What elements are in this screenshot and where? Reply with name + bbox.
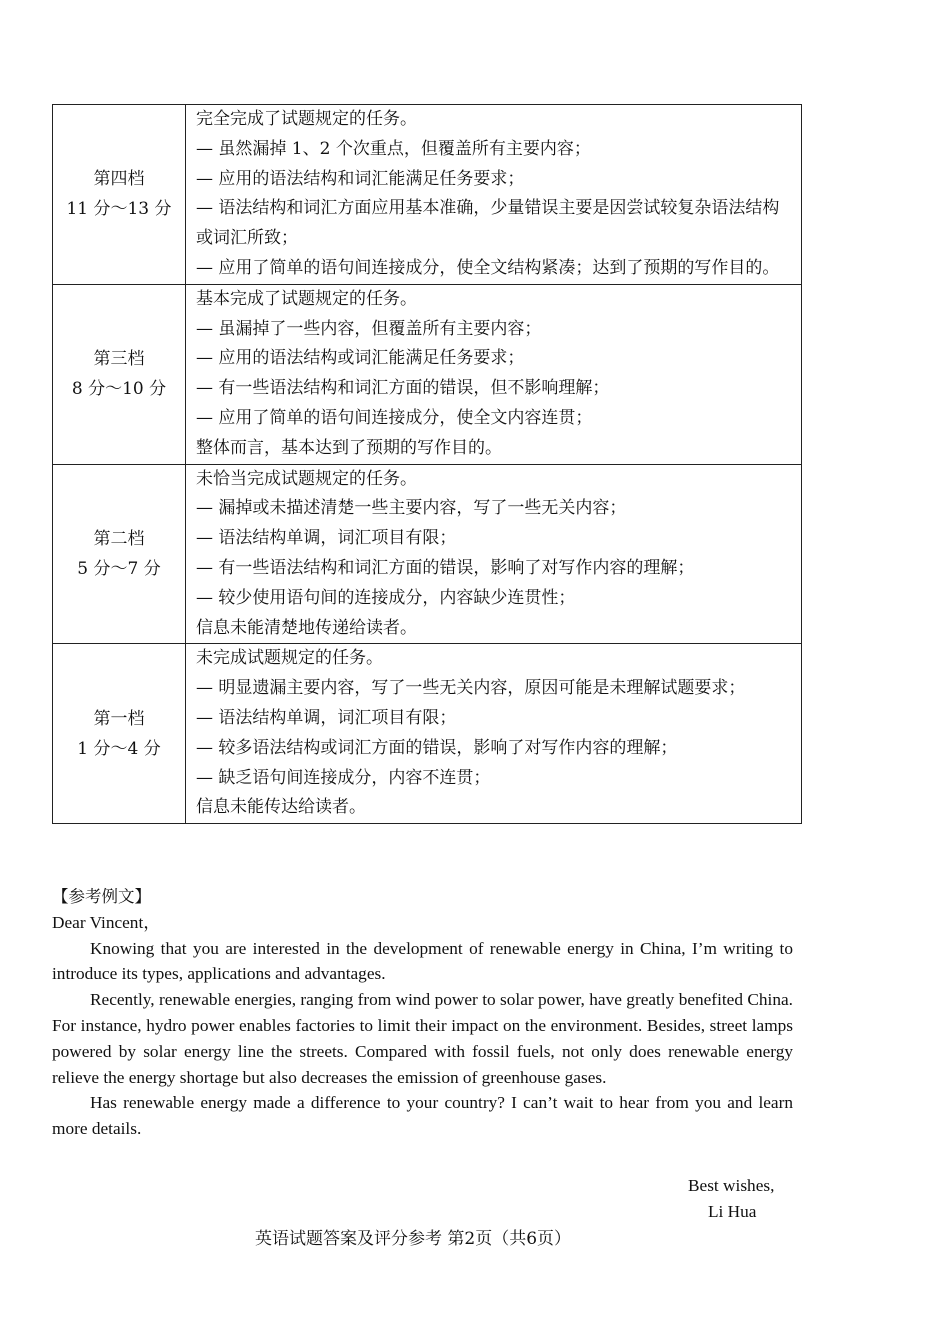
criteria-line: — 应用了简单的语句间连接成分，使全文结构紧凑；达到了预期的写作目的。 xyxy=(196,257,780,278)
criteria-line: 完全完成了试题规定的任务。 xyxy=(196,109,417,129)
band-description xyxy=(186,464,802,644)
band-score-range: 1 分～4 分 xyxy=(77,738,161,759)
criteria-line: 基本完成了试题规定的任务。 xyxy=(196,288,417,309)
band-score-range: 5 分～7 分 xyxy=(77,558,161,579)
criteria-line: 未完成试题规定的任务。 xyxy=(196,648,383,669)
rubric-row-band-3 xyxy=(53,284,802,464)
essay-salutation: Dear Vincent， xyxy=(52,912,161,932)
criteria-line: — 明显遗漏主要内容，写了一些无关内容，原因可能是未理解试题要求； xyxy=(196,678,746,699)
criteria-line: — 应用了简单的语句间连接成分，使全文内容连贯； xyxy=(196,407,593,428)
criteria-line: 信息未能清楚地传递给读者。 xyxy=(196,617,417,638)
criteria-line: — 缺乏语句间连接成分，内容不连贯； xyxy=(196,767,491,788)
criteria-line: — 应用的语法结构或词汇能满足任务要求； xyxy=(196,348,525,369)
criteria-line: 信息未能传达给读者。 xyxy=(196,797,366,818)
scoring-rubric-table xyxy=(52,104,802,824)
criteria-line: — 语法结构单调，词汇项目有限； xyxy=(196,528,457,549)
band-name: 第二档 xyxy=(93,528,145,549)
band-description xyxy=(186,284,802,464)
criteria-line: — 虽漏掉了一些内容，但覆盖所有主要内容； xyxy=(196,318,542,339)
criteria-line: — 有一些语法结构和词汇方面的错误，影响了对写作内容的理解； xyxy=(196,557,695,578)
page-footer: 英语试题答案及评分参考 第2页（共6页） xyxy=(254,1229,572,1249)
essay-signature: Li Hua xyxy=(708,1201,757,1221)
band-name: 第四档 xyxy=(93,169,145,190)
criteria-line: — 较少使用语句间的连接成分，内容缺少连贯性； xyxy=(196,587,576,608)
criteria-line: — 语法结构单调，词汇项目有限； xyxy=(196,707,457,728)
criteria-line: — 虽然漏掉 1、2 个次重点，但覆盖所有主要内容； xyxy=(196,138,591,159)
band-cell xyxy=(53,644,186,824)
essay-paragraph: Knowing that you are interested in the development of renewable energy in China, I’m writing to introduce its types, applications and advantages. xyxy=(52,938,793,984)
criteria-line: 未恰当完成试题规定的任务。 xyxy=(196,468,417,489)
essay-closing: Best wishes, xyxy=(688,1176,775,1195)
band-description xyxy=(186,644,802,824)
band-score-range: 11 分～13 分 xyxy=(66,199,172,220)
essay-paragraph: Recently, renewable energies, ranging from wind power to solar power, have greatly benefited China. For instance, hydro power enables factories to limit their impact on the environment. Besides, street lamps powered by solar energy line the streets. Compared with fossil fuels, not only does renewable energy relieve the energy shortage but also decreases the emission of greenhouse gases. xyxy=(52,990,793,1087)
band-cell xyxy=(53,284,186,464)
rubric-row-band-1 xyxy=(53,644,802,824)
band-name: 第一档 xyxy=(93,708,145,729)
criteria-line: — 语法结构和词汇方面应用基本准确，少量错误主要是因尝试较复杂语法结构或词汇所致； xyxy=(196,198,780,249)
sample-essay xyxy=(52,884,793,1142)
essay-closing-block xyxy=(688,1173,774,1225)
band-description xyxy=(186,105,802,285)
band-cell xyxy=(53,105,186,285)
band-cell xyxy=(53,464,186,644)
criteria-line: — 较多语法结构或词汇方面的错误，影响了对写作内容的理解； xyxy=(196,737,678,758)
essay-heading: 【参考例文】 xyxy=(52,887,151,906)
band-score-range: 8 分～10 分 xyxy=(71,379,167,400)
essay-paragraph: Has renewable energy made a difference to your country? I can’t wait to hear from you and learn more details. xyxy=(52,1093,793,1139)
criteria-line: — 有一些语法结构和词汇方面的错误，但不影响理解； xyxy=(196,378,610,399)
criteria-line: — 应用的语法结构和词汇能满足任务要求； xyxy=(196,168,525,189)
rubric-row-band-4 xyxy=(53,105,802,285)
criteria-line: — 漏掉或未描述清楚一些主要内容，写了一些无关内容； xyxy=(196,498,627,519)
criteria-line: 整体而言，基本达到了预期的写作目的。 xyxy=(196,437,502,458)
rubric-row-band-2 xyxy=(53,464,802,644)
band-name: 第三档 xyxy=(93,349,145,370)
